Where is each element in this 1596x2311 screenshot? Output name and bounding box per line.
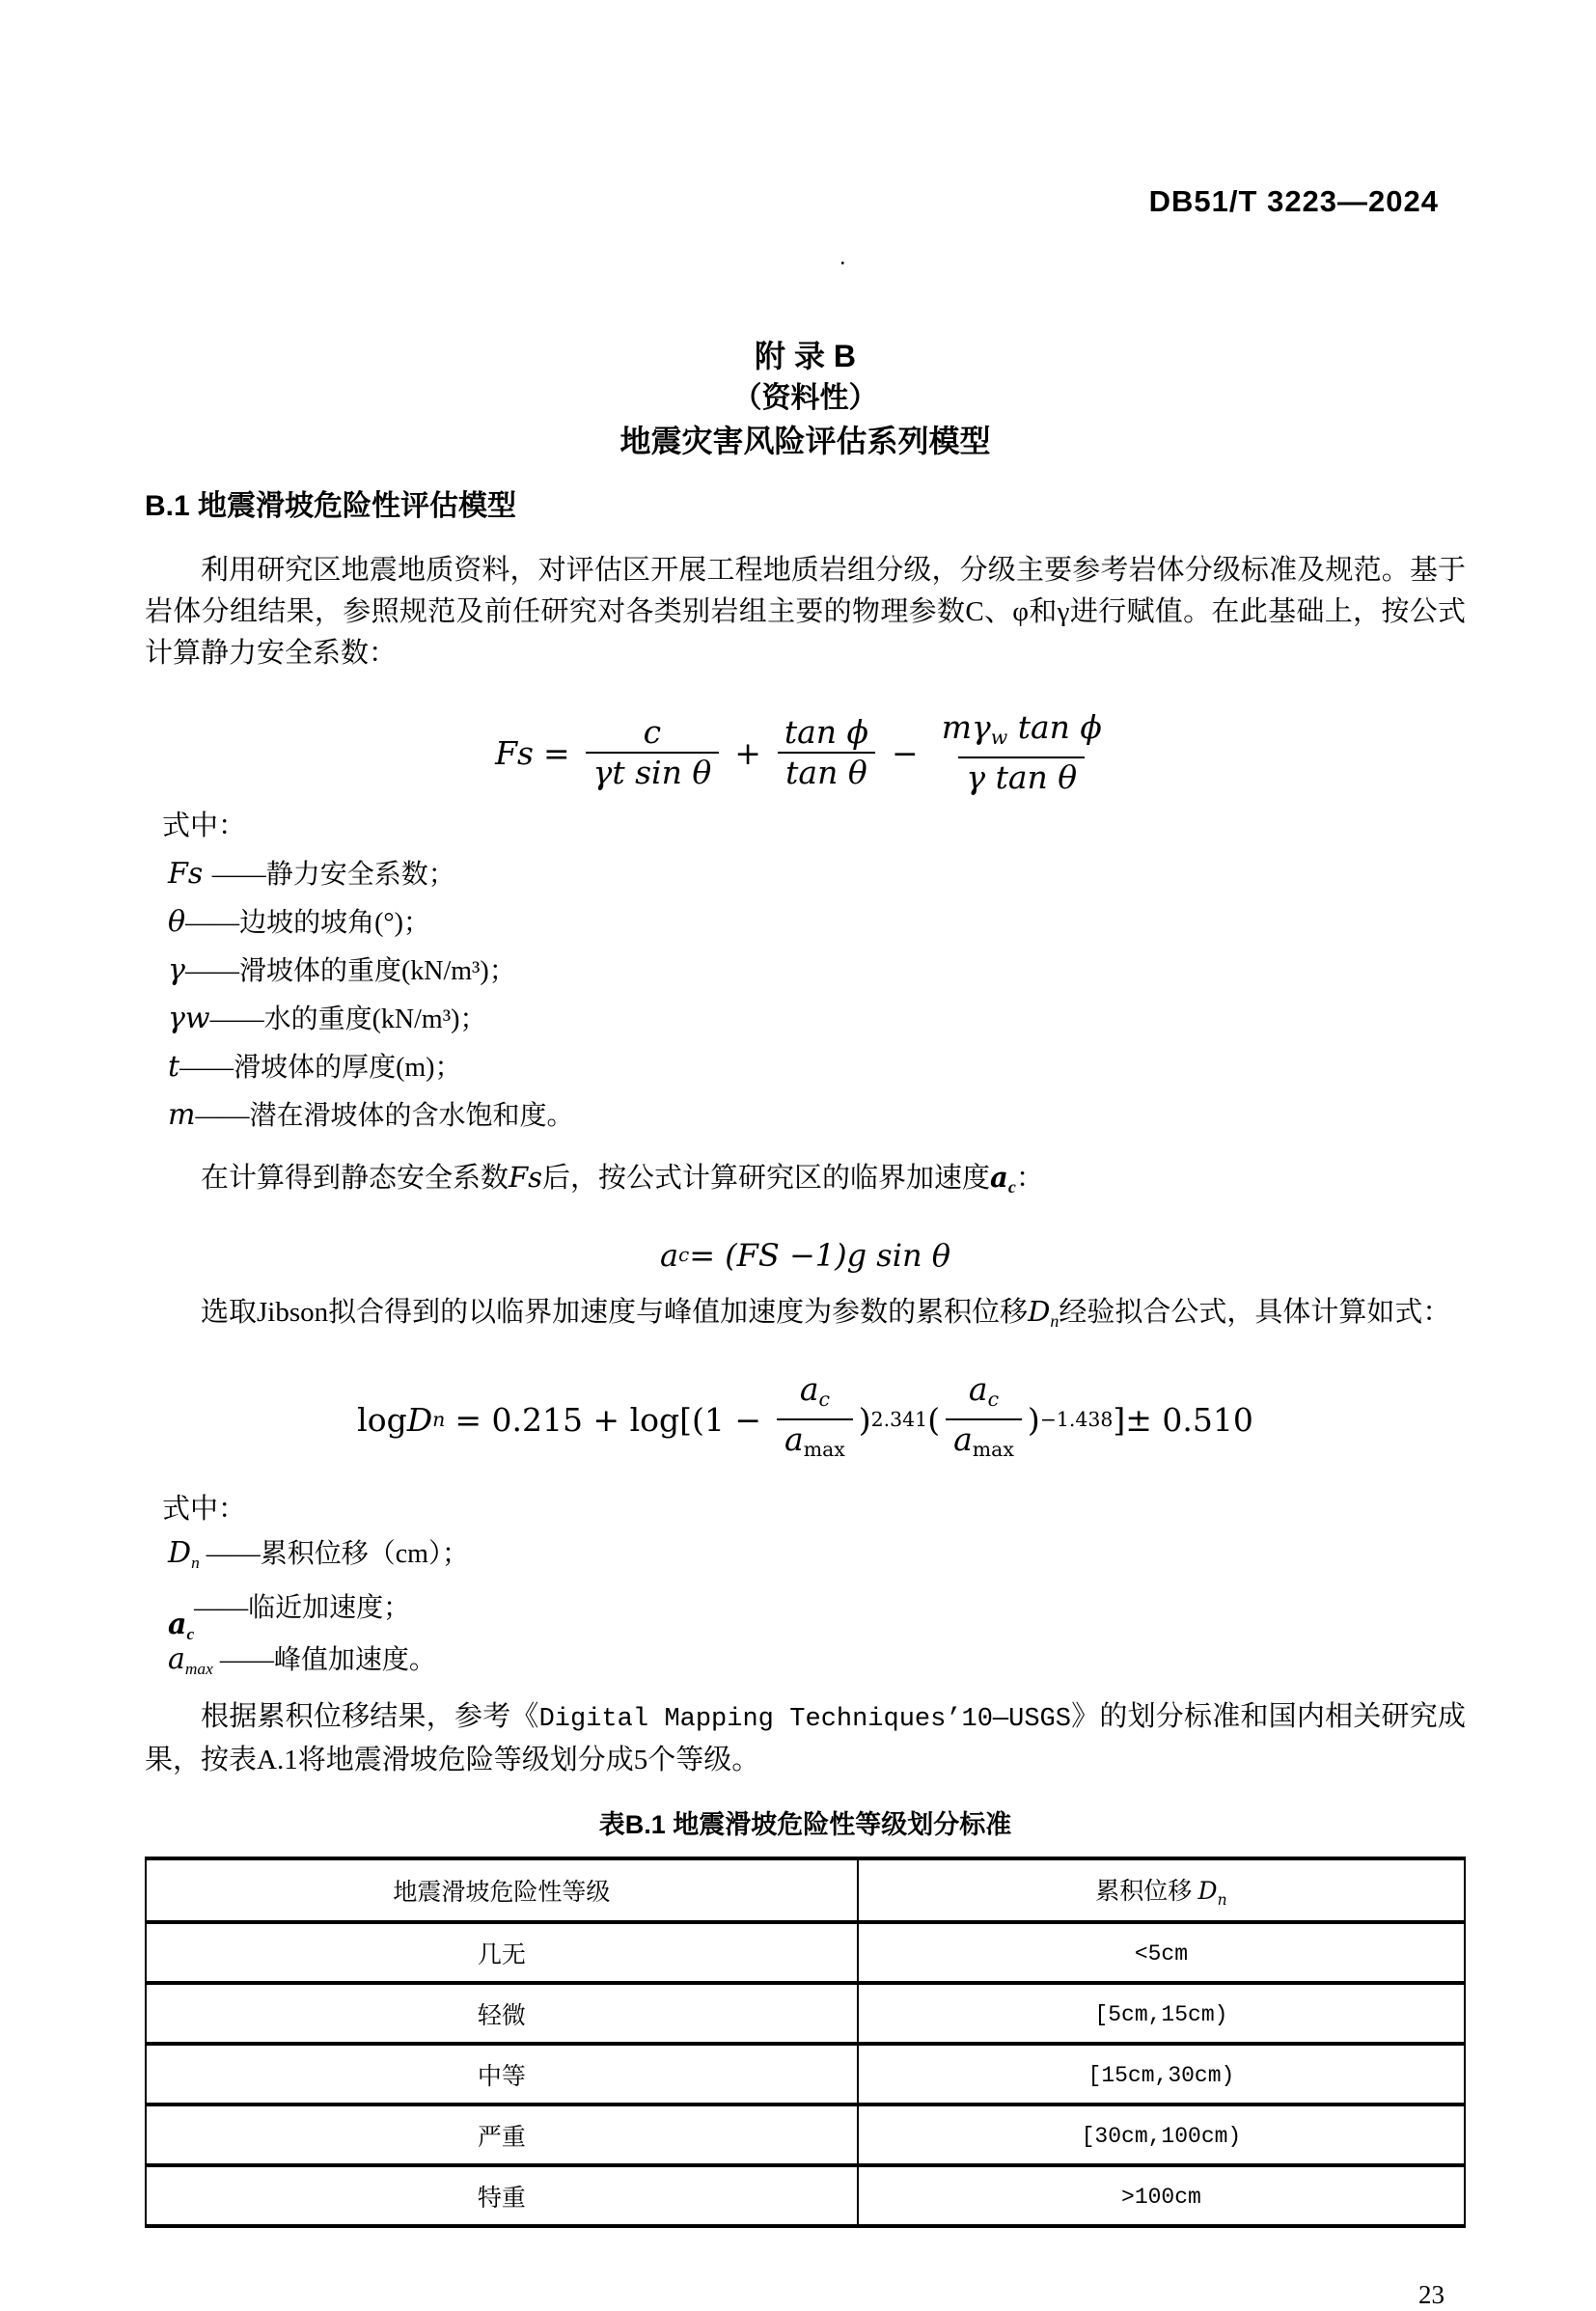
definition-gamma: [168, 953, 1466, 989]
symbol-amax: a: [784, 1420, 804, 1458]
formula-static-safety-factor: [145, 702, 1466, 803]
exponent-2: −1.438: [1039, 1408, 1114, 1431]
plus-sign: +: [734, 733, 761, 772]
definition-text: ——静力安全系数；: [211, 860, 455, 890]
symbol-definitions-list: [145, 857, 1466, 1134]
definition-m: [168, 1098, 1466, 1134]
definition-gamma-w: [168, 1002, 1466, 1037]
fraction-denominator: γ tan θ: [958, 757, 1085, 797]
fraction-denominator: γt sin θ: [586, 752, 720, 792]
subscript-n: n: [191, 1554, 200, 1572]
appendix-subject-title: 地震灾害风险评估系列模型: [619, 424, 991, 458]
symbol-gamma-w: γw: [168, 1002, 210, 1035]
inline-dn-subscript: n: [1050, 1311, 1059, 1331]
stray-dot-mark: .: [840, 249, 845, 268]
fraction-numerator: [792, 1370, 838, 1418]
cell-range: [858, 2105, 1465, 2165]
cell-range: [858, 2044, 1465, 2105]
paragraph-rock-grouping: 利用研究区地震地质资料，对评估区开展工程地质岩组分级，分级主要参考岩体分级标准及规范。基于岩体分组结果，参照规范及前任研究对各类别岩组主要的物理参数C、φ和γ进行赋值。在此基础上，按公式计算静力安全系数：: [145, 555, 1466, 669]
cell-level: 中等: [146, 2044, 858, 2105]
fraction-numerator: [961, 1370, 1006, 1418]
formula-rest: = (FS −1)g sin θ: [689, 1237, 950, 1274]
exponent-1: 2.341: [870, 1408, 928, 1431]
cell-level: 严重: [146, 2105, 858, 2165]
definition-text: ——临近加速度；: [194, 1593, 411, 1623]
range-value: [15cm,30cm): [1087, 2062, 1235, 2088]
equation-tail: ]± 0.510: [1113, 1400, 1253, 1439]
table-body: [146, 1858, 1465, 2226]
symbol-amax: a: [168, 1642, 185, 1676]
table-header-row: [146, 1858, 1465, 1922]
range-value: <5cm: [1134, 1940, 1189, 1967]
minus-sign: −: [892, 733, 919, 772]
subscript-c: c: [678, 1244, 690, 1266]
definition-text: ——边坡的坡角(°)；: [185, 908, 430, 938]
paragraph-critical-acceleration: [145, 1157, 1466, 1207]
fraction-ac-amax: [946, 1370, 1022, 1469]
symbol-amax: a: [953, 1420, 973, 1458]
range-value: >100cm: [1121, 2184, 1201, 2210]
range-value: [5cm,15cm): [1094, 2001, 1228, 2027]
definition-text: ——滑坡体的重度(kN/m³)；: [184, 956, 516, 986]
symbol-ac: a: [799, 1370, 819, 1408]
appendix-normative-label: （资料性）: [732, 382, 878, 414]
text-run: 经验拟合公式，具体计算如式：: [1059, 1297, 1451, 1328]
subscript-max: max: [184, 1660, 213, 1678]
symbol-dn: D: [168, 1536, 192, 1570]
subscript-c: c: [987, 1388, 1000, 1411]
numerator-tail: tan ϕ: [1007, 708, 1102, 746]
appendix-title: 附 录 B: [755, 339, 856, 373]
cell-range: [858, 2165, 1465, 2226]
definition-amax: [168, 1640, 1466, 1689]
table-row: [146, 2044, 1465, 2105]
numerator-lead: mγ: [941, 708, 991, 746]
symbol-ac: [168, 1604, 194, 1656]
subscript-max: max: [803, 1438, 845, 1461]
log-operator: log: [357, 1400, 407, 1439]
text-run: 选取Jibson拟合得到的以临界加速度与峰值加速度为参数的累积位移: [201, 1297, 1029, 1328]
definition-text: ——滑坡体的厚度(m)；: [179, 1053, 462, 1083]
formula-cumulative-displacement: [145, 1370, 1466, 1469]
subscript-c: c: [186, 1625, 195, 1643]
text-run: 》的划分标准和国内相关研究成果，按表A.1将地震滑坡危险等级划分成5个等级。: [145, 1701, 1466, 1775]
standard-number-header: DB51/T 3223—2024: [1148, 184, 1439, 218]
header-displacement-text: 累积位移: [1095, 1879, 1198, 1905]
equation-body-left: = 0.215 + log[(1 −: [454, 1400, 762, 1439]
close-paren: ): [858, 1400, 871, 1439]
symbol-theta: θ: [168, 905, 186, 939]
usgs-reference-text: Digital Mapping Techniques’10—USGS: [538, 1705, 1071, 1734]
definition-dn: [168, 1534, 1466, 1582]
symbol-dn: D: [406, 1400, 433, 1439]
paragraph-usgs-classification: [145, 1696, 1466, 1780]
inline-ac-subscript: c: [1007, 1177, 1016, 1197]
header-cell-level: 地震滑坡危险性等级: [146, 1858, 858, 1922]
text-run: 后，按公式计算研究区的临界加速度: [542, 1163, 991, 1194]
fraction-numerator: [934, 708, 1110, 757]
header-cell-displacement: [858, 1858, 1465, 1922]
definition-text: ——峰值加速度。: [212, 1645, 436, 1675]
formula-lhs: Fs: [495, 733, 534, 772]
cell-range: [858, 1983, 1465, 2044]
fraction-numerator: c: [643, 713, 662, 751]
definition-text: ——潜在滑坡体的含水饱和度。: [195, 1101, 574, 1131]
subscript-n: n: [1217, 1891, 1227, 1909]
formula-critical-acceleration: [145, 1235, 1466, 1276]
fraction-ac-amax: [777, 1370, 853, 1469]
table-b1-caption: 表B.1 地震滑坡危险性等级划分标准: [598, 1810, 1012, 1839]
fraction-denominator: tan θ: [778, 752, 875, 792]
appendix-title-block: [145, 335, 1466, 462]
symbol-fs: Fs: [168, 857, 212, 891]
table-row: [146, 2105, 1465, 2165]
close-paren: ): [1027, 1400, 1040, 1439]
fraction-numerator: tan ϕ: [784, 713, 869, 751]
definition-t: [168, 1050, 1466, 1086]
equals-sign: =: [542, 733, 570, 772]
range-value: [30cm,100cm): [1081, 2123, 1242, 2149]
subscript-max: max: [972, 1438, 1014, 1461]
fraction-denominator: [777, 1418, 853, 1469]
text-run: 根据累积位移结果，参考《: [201, 1701, 539, 1732]
where-label: 式中：: [162, 1494, 247, 1525]
cell-level: 特重: [146, 2165, 858, 2226]
open-paren: (: [927, 1400, 941, 1439]
table-b1-grade-table: [145, 1857, 1466, 2228]
table-row: [146, 2165, 1465, 2226]
text-run: ：: [1015, 1163, 1044, 1194]
inline-fs: Fs: [509, 1161, 543, 1194]
definition-text: ——累积位移（cm）；: [199, 1539, 469, 1569]
symbol-definitions-list: [145, 1534, 1466, 1689]
definition-ac: [168, 1586, 1466, 1643]
fraction-porewater: [934, 708, 1110, 797]
definition-fs: [168, 857, 1466, 893]
symbol-ac: a: [660, 1237, 679, 1274]
text-run: 在计算得到静态安全系数: [201, 1163, 509, 1194]
fraction-friction: [777, 713, 876, 792]
inline-dn: D: [1028, 1295, 1051, 1328]
where-label: 式中：: [162, 811, 247, 841]
paragraph-jibson-model: [145, 1291, 1466, 1342]
cell-level: 几无: [146, 1922, 858, 1983]
section-b1-heading: B.1 地震滑坡危险性评估模型: [145, 490, 517, 522]
table-row: [146, 1983, 1465, 2044]
subscript-w: w: [990, 726, 1008, 749]
subscript-n: n: [432, 1408, 446, 1431]
subscript-c: c: [818, 1388, 830, 1411]
definition-text: ——水的重度(kN/m³)；: [209, 1004, 487, 1034]
fraction-denominator: [946, 1418, 1022, 1469]
cell-level: 轻微: [146, 1983, 858, 2044]
definition-theta: [168, 905, 1466, 941]
symbol-a: a: [168, 1608, 187, 1641]
symbol-ac: a: [968, 1370, 988, 1408]
page-number: 23: [1418, 2280, 1445, 2309]
symbol-t: t: [168, 1050, 180, 1084]
symbol-m: m: [168, 1098, 196, 1132]
table-row: [146, 1922, 1465, 1983]
inline-ac: a: [990, 1161, 1008, 1194]
fraction-cohesion: [586, 713, 720, 792]
symbol-dn: D: [1197, 1877, 1218, 1905]
symbol-gamma: γ: [168, 953, 185, 987]
cell-range: [858, 1922, 1465, 1983]
